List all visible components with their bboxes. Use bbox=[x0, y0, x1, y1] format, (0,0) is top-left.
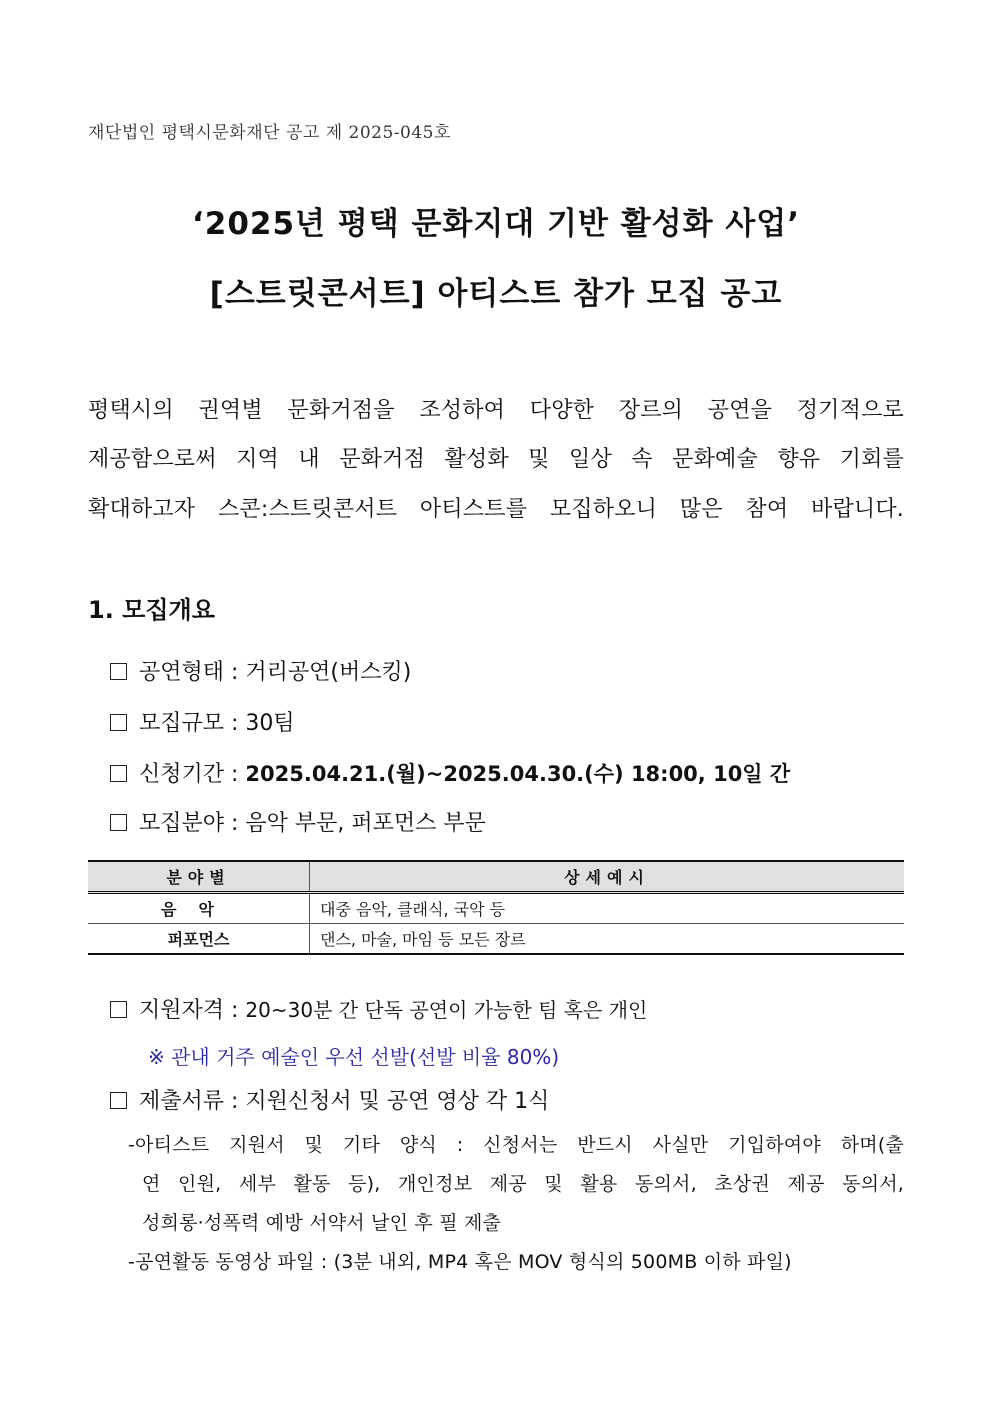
item-value: 지원신청서 및 공연 영상 각 1식 bbox=[245, 1089, 550, 1114]
overview-item-documents bbox=[110, 1084, 549, 1115]
checkbox-square-icon bbox=[110, 714, 127, 731]
document-detail-line-4: -공연활동 동영상 파일 : (3분 내외, MP4 혹은 MOV 형식의 500MB 이하 파일) bbox=[128, 1251, 792, 1273]
item-label: 지원자격 : bbox=[139, 998, 246, 1023]
document-detail-line-1: -아티스트 지원서 및 기타 양식 : 신청서는 반드시 사실만 기입하여야 하며(출 bbox=[128, 1134, 904, 1156]
table-row bbox=[88, 924, 904, 955]
item-value: 2025.04.21.(월)~2025.04.30.(수) 18:00, 10일 간 bbox=[245, 762, 791, 786]
overview-item-recruit-scale bbox=[110, 706, 295, 737]
table-cell-detail: 댄스, 마술, 마임 등 모든 장르 bbox=[310, 924, 905, 955]
title-line-1: ‘2025년 평택 문화지대 기반 활성화 사업’ bbox=[191, 206, 801, 242]
notice-number: 재단법인 평택시문화재단 공고 제 2025-045호 bbox=[88, 123, 451, 143]
intro-line-2: 제공함으로써 지역 내 문화거점 활성화 및 일상 속 문화예술 향유 기회를 bbox=[88, 447, 904, 472]
table-cell-detail: 대중 음악, 클래식, 국악 등 bbox=[310, 893, 905, 924]
field-table bbox=[88, 860, 904, 955]
table-header-field: 분야별 bbox=[88, 861, 310, 893]
checkbox-square-icon bbox=[110, 1001, 127, 1018]
section-heading: 1. 모집개요 bbox=[88, 596, 215, 624]
item-label: 제출서류 : bbox=[139, 1089, 246, 1114]
table-cell-field: 퍼포먼스 bbox=[88, 924, 310, 955]
title-line-2: [스트릿콘서트] 아티스트 참가 모집 공고 bbox=[209, 276, 783, 312]
overview-item-performance-type bbox=[110, 655, 411, 686]
intro-line-3: 확대하고자 스콘:스트릿콘서트 아티스트를 모집하오니 많은 참여 바랍니다. bbox=[88, 497, 904, 522]
item-label: 신청기간 : bbox=[139, 762, 246, 787]
checkbox-square-icon bbox=[110, 1092, 127, 1109]
checkbox-square-icon bbox=[110, 814, 127, 831]
item-label: 공연형태 : bbox=[139, 660, 246, 685]
item-value: 음악 부문, 퍼포먼스 부문 bbox=[245, 811, 486, 836]
item-label: 모집분야 : bbox=[139, 811, 246, 836]
document-detail-line-3: 성희롱·성폭력 예방 서약서 날인 후 필 제출 bbox=[142, 1212, 502, 1234]
item-value: 거리공연(버스킹) bbox=[245, 660, 412, 685]
checkbox-square-icon bbox=[110, 663, 127, 680]
overview-item-eligibility bbox=[110, 993, 647, 1024]
table-header-detail: 상세예시 bbox=[310, 861, 905, 893]
table-row bbox=[88, 893, 904, 924]
table-cell-field: 음악 bbox=[88, 893, 310, 924]
overview-item-recruit-field bbox=[110, 806, 486, 837]
item-value: 30팀 bbox=[245, 711, 295, 736]
eligibility-note: ※ 관내 거주 예술인 우선 선발(선발 비율 80%) bbox=[148, 1045, 560, 1069]
item-label: 모집규모 : bbox=[139, 711, 246, 736]
document-detail-line-2: 연 인원, 세부 활동 등), 개인정보 제공 및 활용 동의서, 초상권 제공 동의서, bbox=[142, 1173, 904, 1195]
intro-line-1: 평택시의 권역별 문화거점을 조성하여 다양한 장르의 공연을 정기적으로 bbox=[88, 398, 904, 423]
checkbox-square-icon bbox=[110, 765, 127, 782]
overview-item-application-period bbox=[110, 757, 790, 788]
item-value: 20~30분 간 단독 공연이 가능한 팀 혹은 개인 bbox=[245, 998, 648, 1022]
